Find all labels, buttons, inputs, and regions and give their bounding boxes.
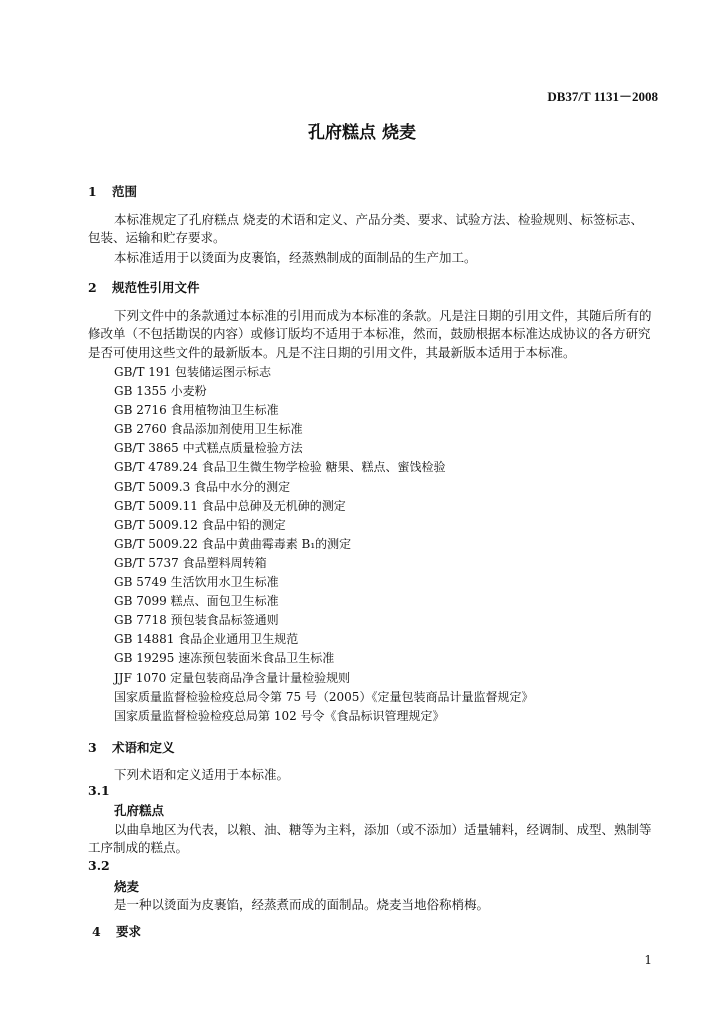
term-3-1-def-line-1: 以曲阜地区为代表，以粮、油、糖等为主料，添加（或不添加）适量辅料，经调制、成型、熟制等	[114, 822, 652, 837]
section-1-para-1-line-1: 本标准规定了孔府糕点 烧麦的术语和定义、产品分类、要求、试验方法、检验规则、标签标志、	[114, 212, 643, 227]
section-2-para-line-2: 修改单（不包括勘误的内容）或修订版均不适用于本标准，然而，鼓励根据本标准达成协议的各方研究	[88, 326, 651, 341]
term-3-1-title: 孔府糕点	[114, 803, 165, 818]
term-3-2-def: 是一种以烫面为皮裹馅，经蒸煮而成的面制品。烧麦当地俗称梢梅。	[114, 897, 490, 912]
reference-item: 国家质量监督检验检疫总局第 102 号令《食品标识管理规定》	[114, 708, 445, 723]
section-number: 3	[88, 740, 97, 755]
term-3-1-def-line-2: 工序制成的糕点。	[88, 840, 189, 855]
section-title: 范围	[112, 184, 138, 199]
term-3-1-number: 3.1	[88, 783, 110, 798]
section-1-para-2: 本标准适用于以烫面为皮裹馅，经蒸熟制成的面制品的生产加工。	[114, 250, 477, 265]
section-3-intro: 下列术语和定义适用于本标准。	[114, 767, 290, 782]
reference-item: GB/T 191 包装储运图示标志	[114, 365, 271, 379]
reference-item: GB 19295 速冻预包装面米食品卫生标准	[114, 651, 335, 666]
term-3-2-title: 烧麦	[114, 879, 140, 894]
document-title: 孔府糕点 烧麦	[308, 123, 416, 143]
reference-item: GB/T 5009.3 食品中水分的测定	[114, 479, 291, 494]
page-number: 1	[644, 953, 652, 967]
reference-item: 国家质量监督检验检疫总局令第 75 号（2005）《定量包装商品计量监督规定》	[114, 689, 534, 704]
reference-item: GB/T 5737 食品塑料周转箱	[114, 555, 267, 570]
section-3-heading	[88, 738, 175, 756]
section-1-heading	[88, 182, 137, 200]
term-3-2-number: 3.2	[88, 858, 110, 873]
reference-item: GB/T 5009.11 食品中总砷及无机砷的测定	[114, 498, 346, 513]
reference-item: GB 7718 预包装食品标签通则	[114, 613, 279, 628]
reference-list	[114, 363, 533, 726]
reference-item: GB/T 4789.24 食品卫生微生物学检验 糖果、糕点、蜜饯检验	[114, 460, 446, 475]
section-2-heading	[88, 278, 200, 296]
reference-item: GB 1355 小麦粉	[114, 384, 207, 399]
reference-item: GB 14881 食品企业通用卫生规范	[114, 632, 299, 647]
section-title: 要求	[116, 924, 142, 939]
section-2-para-line-1: 下列文件中的条款通过本标准的引用而成为本标准的条款。凡是注日期的引用文件，其随后所有的	[114, 308, 652, 323]
reference-item: GB 7099 糕点、面包卫生标准	[114, 594, 279, 609]
reference-item: GB 2716 食用植物油卫生标准	[114, 403, 279, 418]
section-title: 术语和定义	[112, 740, 175, 755]
reference-item: JJF 1070 定量包装商品净含量计量检验规则	[114, 670, 351, 685]
section-title: 规范性引用文件	[112, 280, 200, 295]
document-code: DB37/T 1131－2008	[547, 89, 658, 104]
section-number: 4	[92, 924, 101, 939]
section-number: 1	[88, 184, 97, 199]
reference-item: GB/T 5009.12 食品中铅的测定	[114, 517, 286, 532]
reference-item: GB/T 3865 中式糕点质量检验方法	[114, 441, 303, 456]
reference-item: GB 2760 食品添加剂使用卫生标准	[114, 422, 303, 437]
section-number: 2	[88, 280, 97, 295]
section-2-para-line-3: 是否可使用这些文件的最新版本。凡是不注日期的引用文件，其最新版本适用于本标准。	[88, 345, 576, 360]
reference-item: GB/T 5009.22 食品中黄曲霉毒素 B₁的测定	[114, 536, 352, 551]
reference-item: GB 5749 生活饮用水卫生标准	[114, 575, 279, 590]
section-1-para-1-line-2: 包装、运输和贮存要求。	[88, 230, 226, 245]
section-4-heading	[92, 922, 141, 940]
